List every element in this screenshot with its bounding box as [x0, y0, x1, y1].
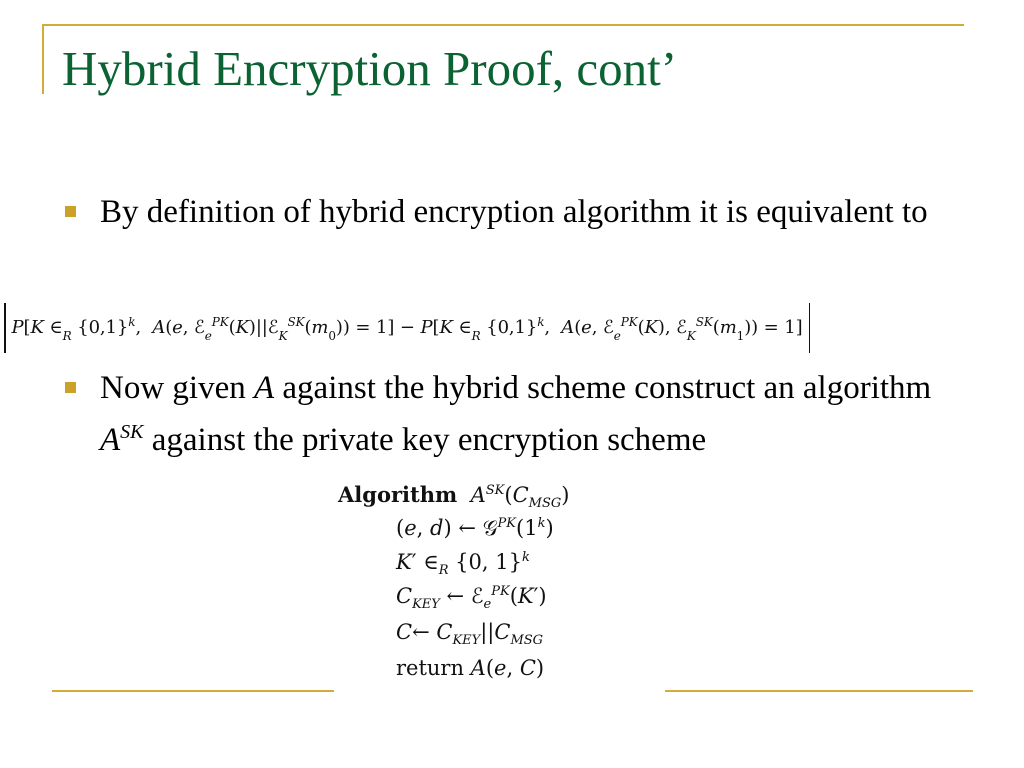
- bottom-line-right: [665, 690, 973, 692]
- algorithm-line-4: C← $C_{KEY}||C_{MSG}$: [396, 620, 544, 649]
- bullet-text-2: Now given A against the hybrid scheme construct an algorithm $A^{SK}$ against the private key encryption scheme: [100, 370, 932, 458]
- algorithm-header: Algorithm $A^{SK}(C_{MSG})$: [338, 482, 570, 512]
- bullet-text-1: By definition of hybrid encryption algorithm it is equivalent to: [100, 194, 928, 230]
- algorithm-line-3: $C_{KEY}$ ← ℰ$_e^{PK}$(K′): [396, 584, 547, 613]
- slide-title: Hybrid Encryption Proof, cont’: [62, 41, 678, 96]
- bullet-marker-1: [65, 206, 76, 217]
- frame-left-line: [42, 24, 44, 94]
- abs-bar-right: [809, 303, 811, 353]
- algorithm-box: [334, 478, 664, 692]
- algorithm-line-2: K′ $\in_R$ {0, 1}$^k$: [396, 550, 530, 579]
- bottom-line-left: [52, 690, 334, 692]
- algorithm-line-1: (e, d) ← 𝒢$^{PK}$(1$^k$): [396, 516, 554, 540]
- frame-top-line: [42, 24, 964, 26]
- formula-expression: P[K $\in_R$ $\{0,1\}^k$, A(e, $ℰ_e^{PK}(K)||ℰ_K^{SK}(m_0)) = 1] - P[K$ $\in_R$ $\{0,1\}^k$, A(e, ℰ$_e^{PK}$(K), $ℰ_K^{SK}(m_1)) = 1$]: [11, 315, 803, 343]
- bullet-marker-2: [65, 382, 76, 393]
- probability-formula: [4, 300, 1020, 356]
- algorithm-line-5: return A(e, C): [396, 656, 545, 680]
- algorithm-keyword: Algorithm: [338, 482, 458, 507]
